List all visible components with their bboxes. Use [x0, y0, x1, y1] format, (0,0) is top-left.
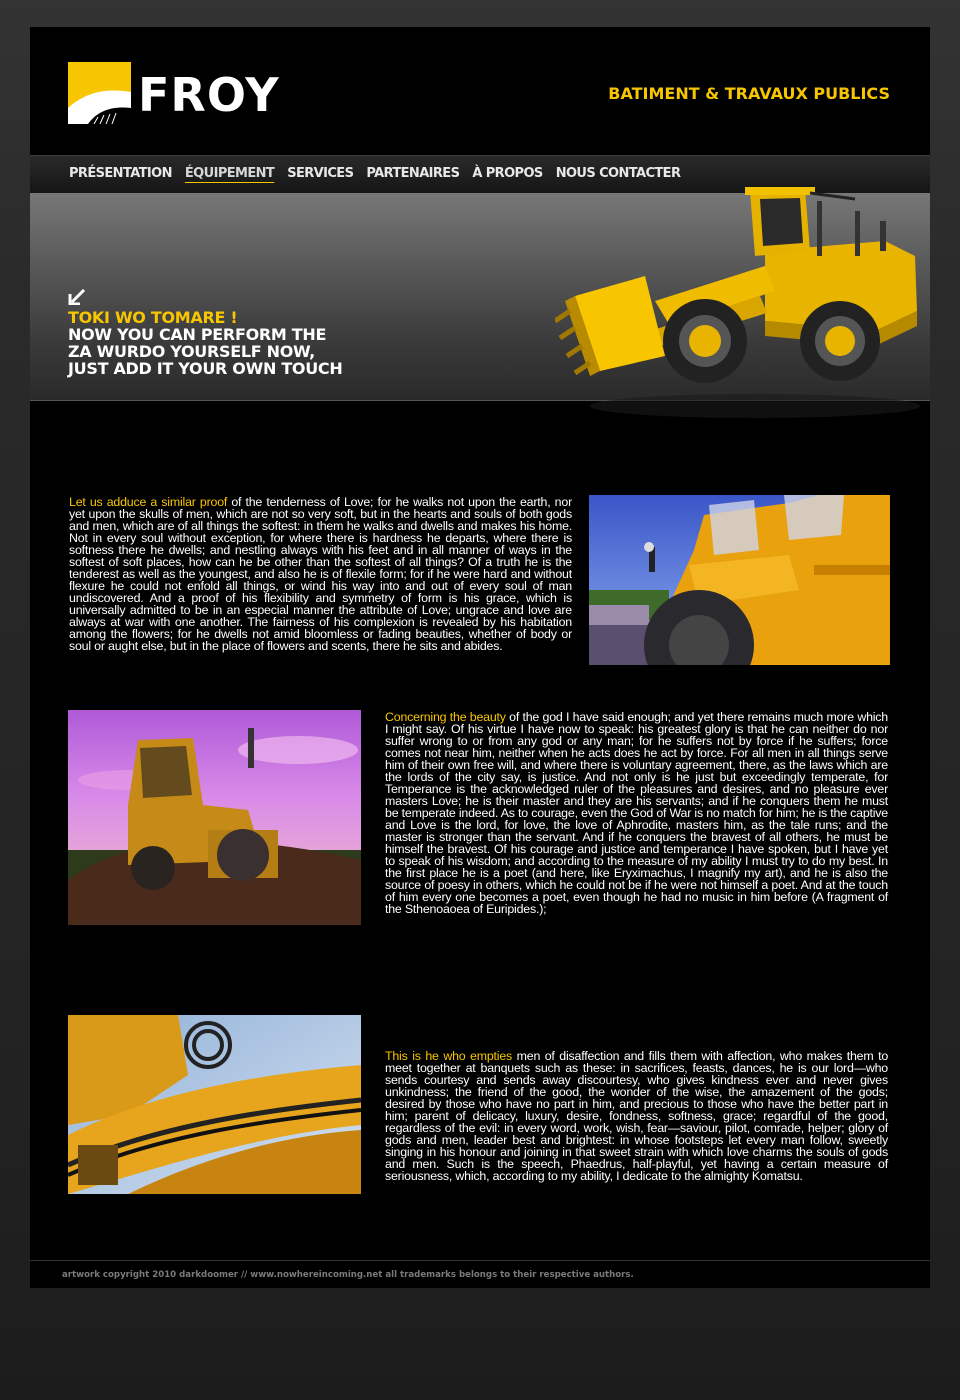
nav-item-equipement[interactable]: ÉQUIPEMENT	[184, 166, 275, 181]
hero-banner	[30, 193, 930, 401]
nav-item-services[interactable]: SERVICES	[287, 166, 354, 181]
section-1-lead[interactable]: Let us adduce a similar proof	[69, 495, 228, 509]
content-section-2	[385, 711, 888, 915]
page-container	[30, 27, 930, 1288]
section-3-lead[interactable]: This is he who empties	[385, 1049, 513, 1063]
section-3-text: men of disaffection and fills them with affection, who makes them to meet together at banquets such as these: in sacrifices, feasts, dances, he is our lord—who sends courtesy and sends away discourtesy, who gives kindness ever and never gives unkindness; the friend of the good, the wonder of the wise, the amazement of the gods; desired by those who have no part in him, and precious to those who have the better part in him; parent of delicacy, luxury, desire, fondness, softness, grace; regardful of the good, regardless of the evil: in every word, work, wish, fear—saviour, pilot, comrade, helper; glory of gods and men, leader best and brightest: in whose footsteps let every man follow, sweetly singing in his honour and joining in that sweet strain with which love charms the souls of gods and men. Such is the speech, Phaedrus, half-playful, yet having a certain measure of seriousness, which, according to my ability, I dedicate to the almighty Komatsu.	[385, 1049, 889, 1183]
hero-highlight: TOKI WO TOMARE !	[68, 308, 238, 327]
content-section-1	[69, 496, 572, 652]
section-2-lead[interactable]: Concerning the beauty	[385, 710, 506, 724]
nav-item-presentation[interactable]: PRÉSENTATION	[69, 166, 172, 181]
nav-item-nous-contacter[interactable]: NOUS CONTACTER	[555, 166, 681, 181]
hero-line-2: ZA WURDO YOURSELF NOW,	[68, 342, 315, 361]
nav-item-a-propos[interactable]: À PROPOS	[472, 166, 543, 181]
logo-icon[interactable]	[68, 62, 131, 124]
roller-photo	[68, 710, 361, 925]
loader-photo	[589, 495, 890, 665]
wheel-loader-image	[555, 181, 930, 421]
content-section-3	[385, 1050, 888, 1182]
section-1-text: of the tenderness of Love; for he walks not upon the earth, nor yet upon the skulls of men, which are not so very soft, but in the hearts and souls of both gods and men, which are of all things the softest: in them he walks and dwells and makes his home. Not in every soul without exception, for where there is hardness he departs, where there is softness there he dwells; and nestling always with his feet and in all manner of ways in the softest of soft places, how can he be other than the softest of all things? Of a truth he is the tenderest as well as the youngest, and also he is of flexile form; for if he were hard and without flexure he could not enfold all things, or wind his way into and out of every soul of man undiscovered. And a proof of his flexibility and symmetry of form is his grace, which is universally admitted to be in an especial manner the attribute of Love; ungrace and love are always at war with one another. The fairness of his complexion is revealed by his habitation among the flowers; for he dwells not amid bloomless or fading beauties, whether of body or soul or aught else, but in the place of flowers and scents, there he sits and abides.	[69, 495, 572, 653]
hero-line-1: NOW YOU CAN PERFORM THE	[68, 325, 327, 344]
nav-item-partenaires[interactable]: PARTENAIRES	[366, 166, 460, 181]
hero-headline	[68, 309, 342, 377]
section-2-text: of the god I have said enough; and yet there remains much more which I might say. Of his virtue I have now to speak: his greatest glory is that he can neither do nor suffer wrong to or from any god or any man; for he suffers not by force if he suffers; force comes not near him, neither when he acts does he act by force. For all men in all things serve him of their own free will, and where there is voluntary agreement, there, as the laws which are the lords of the city say, is justice. And not only is he just but exceedingly temperate, for Temperance is the acknowledged ruler of the pleasures and desires, and no pleasure ever masters Love; he is their master and they are his servants; and if he conquers them he must be temperate indeed. As to courage, even the God of War is no match for him; he is the captive and Love is the lord, for love, the love of Aphrodite, masters him, as the tale runs; and the master is stronger than the servant. And if he conquers the bravest of all others, he must be himself the bravest. Of his courage and justice and temperance I have spoken, but I have yet to speak of his wisdom; and according to the measure of my ability I must try to do my best. In the first place he is a poet (and here, like Eryximachus, I magnify my art), and he is also the source of poesy in others, which he could not be if he were not himself a poet. And at the touch of him every one becomes a poet, even though he had no music in him before (A fragment of the Sthenoaoea of Euripides.);	[385, 710, 888, 916]
hero-line-3: JUST ADD IT YOUR OWN TOUCH	[68, 359, 343, 378]
footer-copyright: artwork copyright 2010 darkdoomer // www.nowhereincoming.net all trademarks belongs to their respective authors.	[62, 1270, 634, 1280]
arrow-down-left-icon	[68, 289, 86, 305]
tagline: BATIMENT & TRAVAUX PUBLICS	[608, 84, 890, 103]
logo-wordmark[interactable]: FROY	[138, 68, 280, 122]
excavator-arm-photo	[68, 1015, 361, 1194]
footer-divider	[30, 1260, 930, 1261]
